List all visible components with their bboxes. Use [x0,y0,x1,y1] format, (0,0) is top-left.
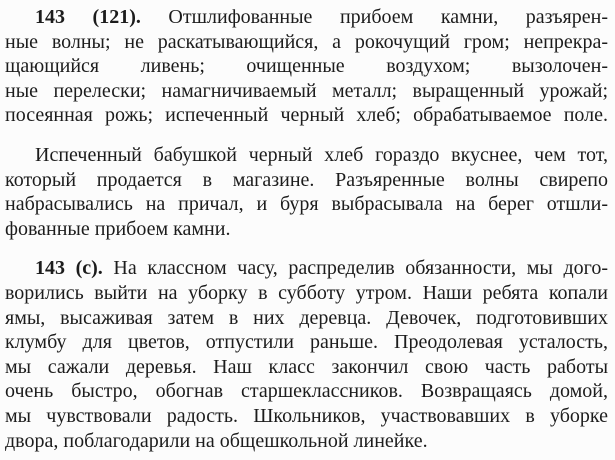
text-line: 143 (с). На классном часу, распределив обязанности, мы дого- [35,257,608,280]
text-line: фованные прибоем камни. [5,217,231,240]
text-line: ные перелески; намагничиваемый металл; выращенный урожай; [5,79,608,102]
text-line: 143 (121). Отшлифованные прибоем камни, разъярен- [35,6,608,28]
text-line: ямы, высаживая затем в них деревца. Девочек, подготовивших [5,306,608,329]
exercise-number: 143 (с). [35,257,103,280]
text-line: мы чувствовали радость. Школьников, участвовавших в уборке [5,404,608,427]
text-line: который продается в магазине. Разъяренные волны свирепо [5,168,608,191]
text-line: мы сажали деревья. Наш класс закончил свою часть работы [5,355,608,378]
text-line: щающийся ливень; очищенные воздухом; вызолочен- [5,55,608,78]
exercise-143-s-essay [5,256,608,453]
text-line: Испеченный бабушкой черный хлеб гораздо вкуснее, чем тот, [35,143,608,166]
exercise-143-121-sentences [5,143,608,241]
text-line: ные волны; не раскатывающийся, а рокочущий гром; непрекра- [5,30,608,53]
text-line: ворились выйти на уборку в субботу утром. Наши ребята копали [5,281,608,304]
exercise-143-121-word-list [5,5,608,128]
text-line: набрасывались на причал, и буря выбрасывала на берег отшли- [5,193,608,216]
text-line: двора, поблагодарили на общешкольной линейке. [5,429,428,452]
text-line: очень быстро, обогнав старшеклассников. Возвращаясь домой, [5,380,608,403]
text-line: клумбу для цветов, отпустили раньше. Преодолевая усталость, [5,331,608,354]
exercise-number: 143 (121). [35,6,141,28]
text-line: посеянная рожь; испеченный черный хлеб; обрабатываемое поле. [5,104,608,127]
